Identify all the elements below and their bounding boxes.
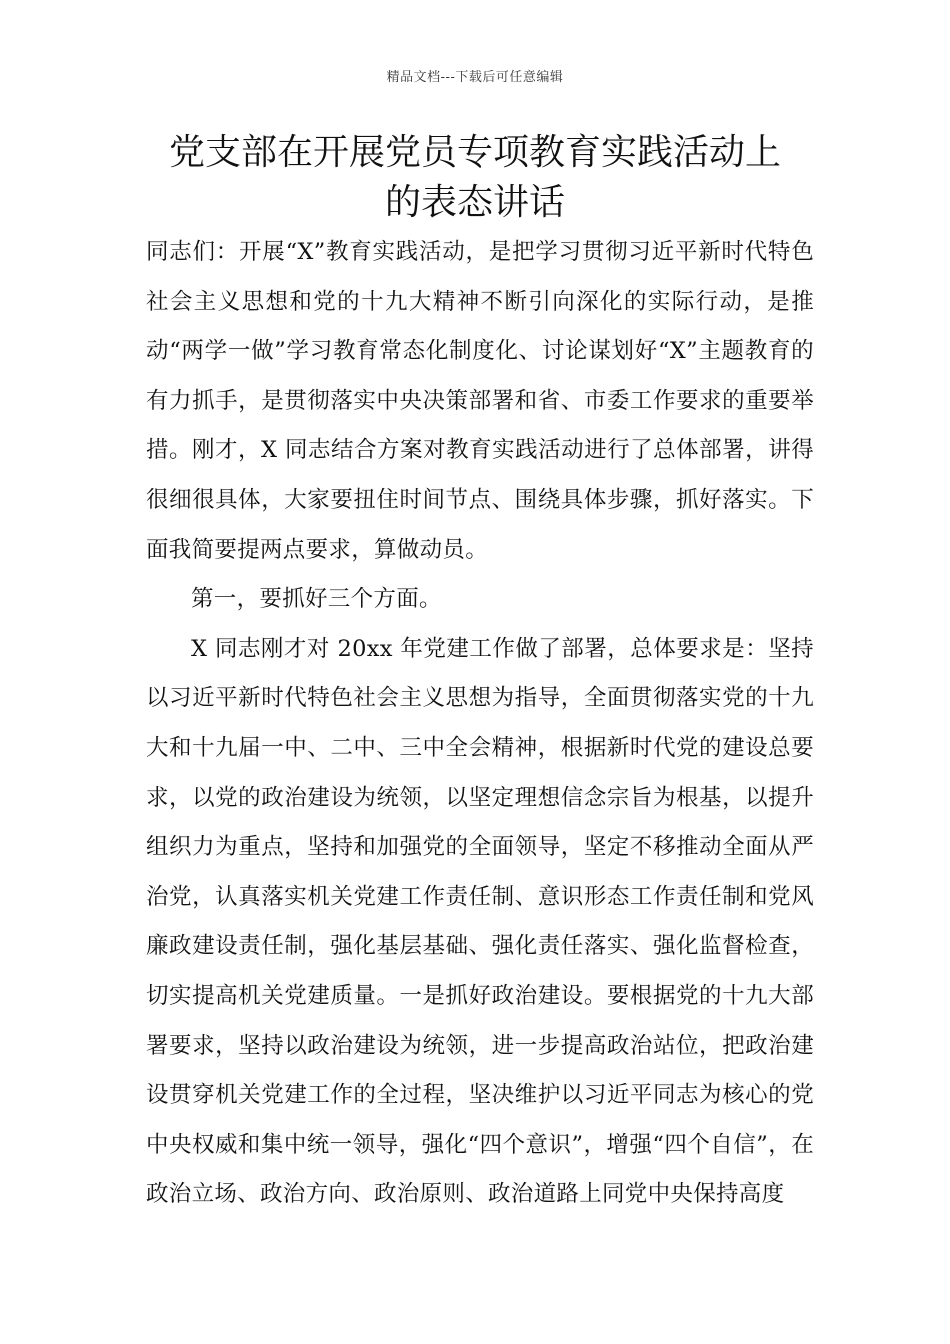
title-line-2: 的表态讲话 [384,182,565,223]
document-body [146,228,814,1220]
header-note: 精品文档---下载后可任意编辑 [386,70,564,85]
paragraph-body: X 同志刚才对 20xx 年党建工作做了部署，总体要求是：坚持以习近平新时代特色社会主义思想为指导，全面贯彻落实党的十九大和十九届一中、二中、三中全会精神，根据新时代党的建设总要求，以党的政治建设为统领，以坚定理想信念宗旨为根基，以提升组织力为重点，坚持和加强党的全面领导，坚定不移推动全面从严治党，认真落实机关党建工作责任制、意识形态工作责任制和党风廉政建设责任制，强化基层基础、强化责任落实、强化监督检查，切实提高机关党建质量。一是抓好政治建设。要根据党的十九大部署要求，坚持以政治建设为统领，进一步提高政治站位，把政治建设贯穿机关党建工作的全过程，坚决维护以习近平同志为核心的党中央权威和集中统一领导，强化“四个意识”，增强“四个自信”，在政治立场、政治方向、政治原则、政治道路上同党中央保持高度 [146,635,814,1208]
document-title [120,128,830,228]
paragraph-section-heading: 第一，要抓好三个方面。 [191,586,442,613]
title-line-1: 党支部在开展党员专项教育实践活动上 [168,132,781,173]
paragraph-opening: 同志们：开展“X”教育实践活动，是把学习贯彻习近平新时代特色社会主义思想和党的十九大精神不断引向深化的实际行动，是推动“两学一做”学习教育常态化制度化、讨论谋划好“X”主题教育的有力抓手，是贯彻落实中央决策部署和省、市委工作要求的重要举措。刚才，X 同志结合方案对教育实践活动进行了总体部署，讲得很细很具体，大家要扭住时间节点、围绕具体步骤，抓好落实。下面我简要提两点要求，算做动员。 [146,239,814,563]
